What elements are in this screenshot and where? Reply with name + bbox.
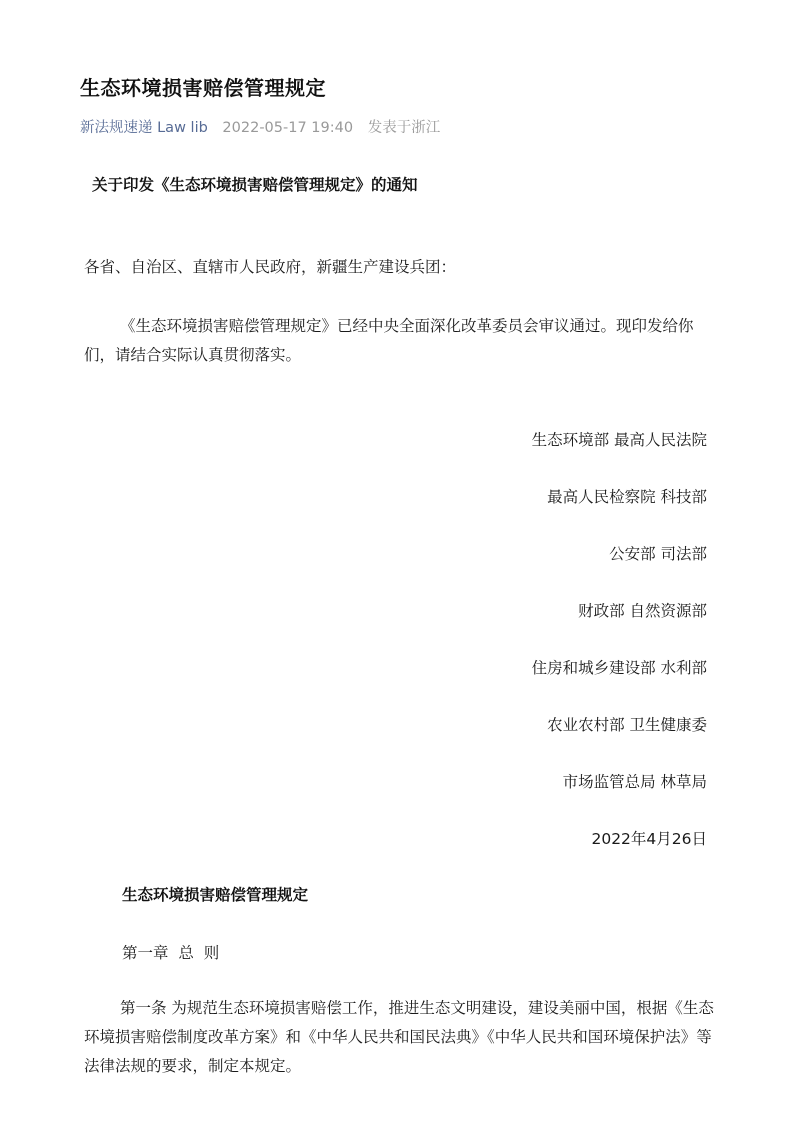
publish-location: 发表于浙江 xyxy=(367,120,441,136)
signatory-line: 市场监管总局 林草局 xyxy=(562,773,707,791)
signatory-line: 住房和城乡建设部 水利部 xyxy=(531,659,707,677)
article-meta xyxy=(80,116,440,137)
notice-date: 2022年4月26日 xyxy=(591,830,707,848)
signatory-line: 财政部 自然资源部 xyxy=(578,602,707,620)
notice-addressee: 各省、自治区、直辖市人民政府，新疆生产建设兵团： xyxy=(84,258,457,276)
article-title: 生态环境损害赔偿管理规定 xyxy=(80,76,326,100)
publish-time: 2022-05-17 19:40 xyxy=(222,120,354,136)
notice-body: 《生态环境损害赔偿管理规定》已经中央全面深化改革委员会审议通过。现印发给你们，请结合实际认真贯彻落实。 xyxy=(84,317,694,364)
account-name-link[interactable]: 新法规速递 Law lib xyxy=(80,120,208,136)
notice-title: 关于印发《生态环境损害赔偿管理规定》的通知 xyxy=(92,176,418,194)
regulation-title: 生态环境损害赔偿管理规定 xyxy=(122,886,309,904)
chapter-heading: 第一章 总 则 xyxy=(122,944,220,962)
article-paragraph: 第一条 为规范生态环境损害赔偿工作，推进生态文明建设，建设美丽中国，根据《生态环境损害赔偿制度改革方案》和《中华人民共和国民法典》《中华人民共和国环境保护法》等法律法规的要求，制定本规定。 xyxy=(84,999,714,1075)
signatory-line: 最高人民检察院 科技部 xyxy=(547,488,707,506)
signatory-line: 公安部 司法部 xyxy=(609,545,707,563)
signatory-line: 农业农村部 卫生健康委 xyxy=(547,716,707,734)
signatory-line: 生态环境部 最高人民法院 xyxy=(531,431,707,449)
